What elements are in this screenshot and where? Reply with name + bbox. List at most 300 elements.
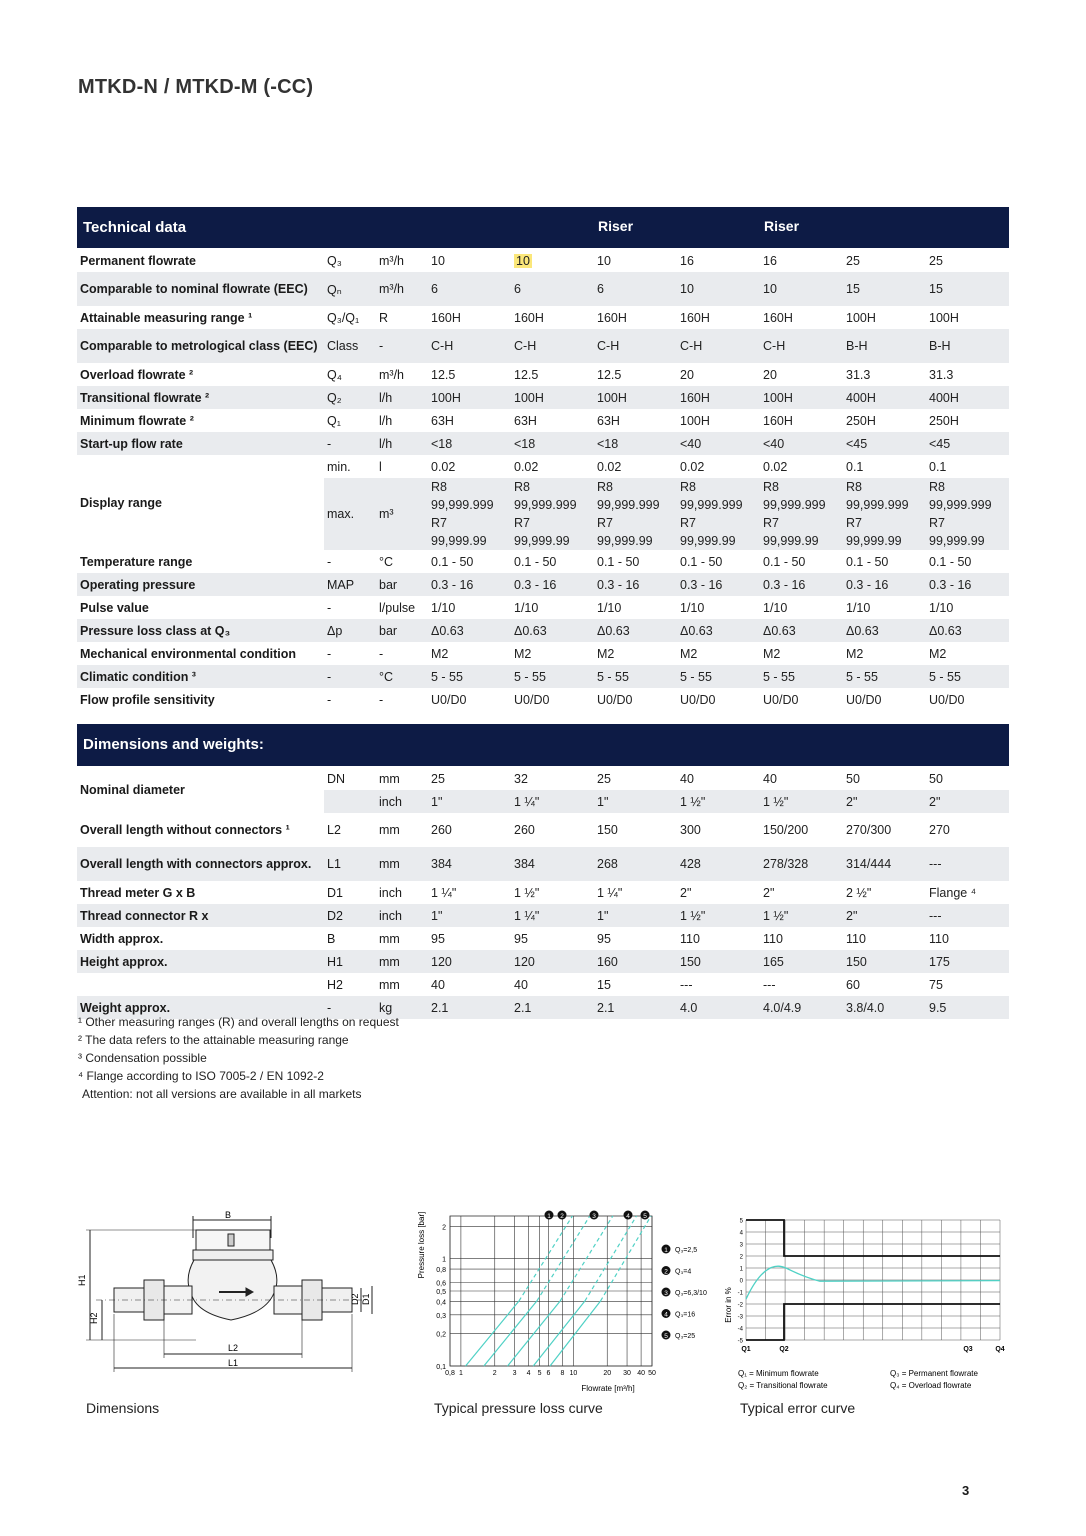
value-cell: 100H bbox=[929, 310, 959, 325]
technical-data-table bbox=[77, 249, 1009, 711]
value-cell: 2" bbox=[843, 790, 926, 813]
table-row bbox=[77, 881, 1009, 904]
row-unit: °C bbox=[379, 554, 394, 569]
display-range-line1: R8 bbox=[597, 480, 613, 494]
row-symbol: MAP bbox=[324, 573, 376, 596]
value-cell: 75 bbox=[929, 977, 943, 992]
dimensions-table bbox=[77, 767, 1009, 1019]
value-cell: 12.5 bbox=[431, 367, 456, 382]
row-unit: l bbox=[379, 459, 382, 474]
value-cell: 150/200 bbox=[763, 823, 809, 837]
display-range-line4: 99,999.99 bbox=[929, 534, 985, 548]
row-unit: R bbox=[379, 310, 389, 325]
value-cell: 1 ½" bbox=[677, 904, 760, 927]
row-label: Start-up flow rate bbox=[77, 432, 324, 455]
value-cell: Δ0.63 bbox=[926, 619, 1009, 642]
value-cell: 31.3 bbox=[929, 367, 954, 382]
row-symbol: D1 bbox=[327, 885, 343, 900]
x-tick-label: Q2 bbox=[779, 1346, 789, 1353]
value-cell: 384 bbox=[511, 847, 594, 881]
y-tick-label: 1 bbox=[442, 1256, 446, 1264]
value-cell: 63H bbox=[431, 413, 454, 428]
legend-entry: Q₃=4 bbox=[675, 1268, 692, 1276]
label-l1: L1 bbox=[227, 1358, 239, 1368]
table-row bbox=[77, 619, 1009, 642]
pressure-chart-ylabel: Pressure loss [bar] bbox=[417, 1211, 426, 1279]
x-tick-label: 6 bbox=[546, 1370, 551, 1377]
value-cell: 100H bbox=[428, 386, 511, 409]
value-cell: 10 bbox=[431, 253, 445, 268]
value-cell: 270 bbox=[929, 823, 950, 837]
curve-marker-number: 3 bbox=[592, 1213, 596, 1220]
y-tick-label: -1 bbox=[737, 1290, 743, 1297]
value-cell: 25 bbox=[597, 771, 611, 786]
row-unit: mm bbox=[379, 771, 400, 786]
value-cell: Δ0.63 bbox=[843, 619, 926, 642]
row-label: Overall length without connectors ¹ bbox=[80, 823, 290, 837]
value-cell: C-H bbox=[511, 329, 594, 363]
value-cell: 3.8/4.0 bbox=[843, 996, 926, 1019]
display-range-line1: R8 bbox=[514, 480, 530, 494]
value-cell: 0.3 - 16 bbox=[677, 573, 760, 596]
value-cell: 1/10 bbox=[431, 600, 456, 615]
row-symbol: - bbox=[324, 996, 376, 1019]
value-cell: B-H bbox=[843, 329, 926, 363]
row-label: Comparable to metrological class (EEC) bbox=[77, 329, 324, 363]
value-cell: --- bbox=[680, 977, 693, 992]
value-cell: C-H bbox=[428, 329, 511, 363]
value-cell: B-H bbox=[926, 329, 1009, 363]
row-unit: - bbox=[376, 329, 428, 363]
row-unit: l/h bbox=[379, 413, 393, 428]
legend-marker-number: 2 bbox=[664, 1268, 668, 1276]
value-cell: 160H bbox=[597, 310, 627, 325]
y-tick-label: 2 bbox=[442, 1224, 446, 1232]
row-symbol: L1 bbox=[324, 847, 376, 881]
row-unit: l/pulse bbox=[379, 600, 416, 615]
table-row bbox=[77, 596, 1009, 619]
value-cell: 25 bbox=[846, 253, 860, 268]
error-legend-q3: Q₃ = Permanent flowrate bbox=[890, 1369, 978, 1378]
display-range-line2: 99,999.999 bbox=[431, 498, 494, 512]
display-range-line3: R7 bbox=[846, 516, 862, 530]
table-row bbox=[77, 847, 1009, 881]
value-cell: M2 bbox=[846, 646, 864, 661]
y-tick-label: 4 bbox=[739, 1230, 743, 1237]
value-cell: --- bbox=[926, 847, 1009, 881]
y-tick-label: -3 bbox=[737, 1314, 743, 1321]
row-unit: mm bbox=[379, 977, 400, 992]
y-tick-label: 0,3 bbox=[436, 1312, 446, 1320]
value-cell: C-H bbox=[677, 329, 760, 363]
value-cell: 6 bbox=[428, 272, 511, 306]
row-symbol: max. bbox=[324, 478, 376, 550]
row-unit: mm bbox=[376, 950, 428, 973]
value-cell: 1" bbox=[428, 904, 511, 927]
pressure-loss-chart bbox=[412, 1200, 722, 1396]
footnotes bbox=[78, 1013, 399, 1103]
x-tick-label: 0,8 bbox=[445, 1370, 455, 1377]
value-cell: 100H bbox=[846, 310, 876, 325]
row-symbol: - bbox=[327, 600, 332, 615]
value-cell: 1 ¼" bbox=[597, 885, 623, 900]
label-h1: H1 bbox=[77, 1274, 87, 1286]
table-row bbox=[77, 927, 1009, 950]
display-range-line1: R8 bbox=[846, 480, 862, 494]
row-label: Transitional flowrate ² bbox=[77, 386, 324, 409]
value-cell: 1 ½" bbox=[677, 790, 760, 813]
row-label: Attainable measuring range ¹ bbox=[80, 310, 253, 325]
label-d2: D2 bbox=[350, 1293, 360, 1305]
row-symbol: D2 bbox=[324, 904, 376, 927]
display-range-min-row bbox=[77, 455, 1009, 478]
value-cell: 1 ½" bbox=[514, 885, 540, 900]
row-unit: °C bbox=[376, 665, 428, 688]
value-cell: 110 bbox=[763, 931, 783, 946]
x-tick-label: Q3 bbox=[963, 1346, 973, 1353]
y-tick-label: 0,6 bbox=[436, 1280, 446, 1288]
value-cell: 63H bbox=[597, 413, 620, 428]
y-tick-label: 2 bbox=[739, 1254, 743, 1261]
row-symbol: L2 bbox=[327, 823, 341, 837]
value-cell: 160 bbox=[594, 950, 677, 973]
row-unit: kg bbox=[376, 996, 428, 1019]
value-cell: Flange ⁴ bbox=[929, 885, 977, 900]
display-range-line4: 99,999.99 bbox=[431, 534, 487, 548]
row-symbol: Class bbox=[324, 329, 376, 363]
legend-marker-number: 1 bbox=[664, 1247, 668, 1254]
value-cell: 2.1 bbox=[594, 996, 677, 1019]
upper-error-limit bbox=[746, 1220, 1000, 1256]
value-cell: 0.02 bbox=[680, 459, 705, 474]
value-cell: 1 ¼" bbox=[431, 885, 457, 900]
label-d1: D1 bbox=[361, 1293, 371, 1305]
row-unit: mm bbox=[379, 931, 400, 946]
value-cell: <45 bbox=[843, 432, 926, 455]
legend-entry: Q₃=2,5 bbox=[675, 1247, 698, 1254]
value-cell: <40 bbox=[760, 432, 843, 455]
value-cell: 150 bbox=[843, 950, 926, 973]
legend-marker-number: 4 bbox=[664, 1311, 668, 1319]
value-cell: 20 bbox=[680, 367, 694, 382]
row-symbol: Q₃ bbox=[327, 253, 342, 268]
value-cell: 1 ½" bbox=[760, 904, 843, 927]
error-legend-q4: Q₄ = Overload flowrate bbox=[890, 1381, 972, 1390]
display-range-line3: R7 bbox=[680, 516, 696, 530]
value-cell: 0.3 - 16 bbox=[843, 573, 926, 596]
table-row bbox=[77, 329, 1009, 363]
value-cell: 0.3 - 16 bbox=[428, 573, 511, 596]
error-curve bbox=[746, 1266, 1000, 1299]
value-cell: 16 bbox=[680, 253, 694, 268]
value-cell: 2" bbox=[926, 790, 1009, 813]
value-cell: 95 bbox=[514, 931, 528, 946]
value-cell: <45 bbox=[926, 432, 1009, 455]
display-range-line4: 99,999.99 bbox=[846, 534, 902, 548]
row-unit: bar bbox=[376, 573, 428, 596]
row-label: Flow profile sensitivity bbox=[80, 692, 215, 707]
value-cell: U0/D0 bbox=[763, 692, 799, 707]
display-range-label: Display range bbox=[80, 495, 162, 510]
row-symbol: - bbox=[327, 692, 332, 707]
y-tick-label: -2 bbox=[737, 1302, 743, 1309]
value-cell: 40 bbox=[763, 771, 777, 786]
value-cell: 1/10 bbox=[597, 600, 622, 615]
value-cell: 4.0/4.9 bbox=[760, 996, 843, 1019]
value-cell: 0.1 - 50 bbox=[514, 554, 557, 569]
value-cell: 0.3 - 16 bbox=[926, 573, 1009, 596]
value-cell: 50 bbox=[846, 771, 860, 786]
row-label: Permanent flowrate bbox=[80, 253, 197, 268]
table-row bbox=[77, 272, 1009, 306]
value-cell: Δ0.63 bbox=[428, 619, 511, 642]
table-row bbox=[77, 665, 1009, 688]
legend-entry: Q₃=16 bbox=[675, 1311, 696, 1319]
value-cell: 50 bbox=[929, 771, 943, 786]
row-unit: l/h bbox=[376, 386, 428, 409]
value-cell: 0.1 - 50 bbox=[846, 554, 889, 569]
value-cell: 300 bbox=[680, 823, 701, 837]
value-cell: 1 ½" bbox=[760, 790, 843, 813]
value-cell: 250H bbox=[846, 413, 876, 428]
value-cell: 5 - 55 bbox=[843, 665, 926, 688]
error-chart-ylabel: Error in % bbox=[724, 1287, 733, 1323]
value-cell: 15 bbox=[926, 272, 1009, 306]
value-cell: 100H bbox=[511, 386, 594, 409]
row-unit: inch bbox=[376, 904, 428, 927]
value-cell: 5 - 55 bbox=[926, 665, 1009, 688]
value-cell: --- bbox=[926, 904, 1009, 927]
display-range-line2: 99,999.999 bbox=[597, 498, 660, 512]
value-cell: 2" bbox=[843, 904, 926, 927]
row-symbol bbox=[324, 790, 376, 813]
value-cell: 160H bbox=[763, 310, 793, 325]
value-cell: M2 bbox=[431, 646, 449, 661]
value-cell: 428 bbox=[677, 847, 760, 881]
value-cell: 260 bbox=[431, 823, 452, 837]
value-cell: 150 bbox=[597, 823, 618, 837]
value-cell: <40 bbox=[677, 432, 760, 455]
table-row bbox=[77, 432, 1009, 455]
value-cell: 110 bbox=[680, 931, 700, 946]
value-cell: 20 bbox=[763, 367, 777, 382]
footnote-1: ¹ Other measuring ranges (R) and overall lengths on request bbox=[78, 1015, 399, 1029]
row-unit: mm bbox=[379, 823, 400, 837]
display-range-line3: R7 bbox=[597, 516, 613, 530]
y-tick-label: 0 bbox=[739, 1278, 743, 1285]
row-label: Thread connector R x bbox=[77, 904, 324, 927]
footnote-2: ² The data refers to the attainable measuring range bbox=[78, 1033, 349, 1047]
value-cell: 100H bbox=[594, 386, 677, 409]
row-symbol: H2 bbox=[327, 977, 343, 992]
page-number: 3 bbox=[962, 1483, 970, 1498]
display-range-line3: R7 bbox=[431, 516, 447, 530]
y-tick-label: 3 bbox=[739, 1242, 743, 1249]
table-row bbox=[77, 973, 1009, 996]
legend-entry: Q₃=6,3/10 bbox=[675, 1290, 707, 1297]
value-cell: M2 bbox=[597, 646, 615, 661]
y-tick-label: 1 bbox=[739, 1266, 743, 1273]
display-range-line4: 99,999.99 bbox=[680, 534, 736, 548]
curve-marker-number: 2 bbox=[560, 1213, 564, 1220]
value-cell: Δ0.63 bbox=[677, 619, 760, 642]
value-cell: 95 bbox=[597, 931, 611, 946]
value-cell: 0.02 bbox=[597, 459, 622, 474]
value-cell: 120 bbox=[511, 950, 594, 973]
value-cell: 160H bbox=[431, 310, 461, 325]
curve-marker-number: 5 bbox=[643, 1213, 647, 1220]
legend-entry: Q₃=25 bbox=[675, 1333, 696, 1340]
technical-data-heading: Technical data bbox=[83, 219, 187, 236]
value-cell: 5 - 55 bbox=[677, 665, 760, 688]
row-unit: m³/h bbox=[376, 272, 428, 306]
value-cell: 2" bbox=[763, 885, 775, 900]
value-cell: C-H bbox=[594, 329, 677, 363]
row-label: Minimum flowrate ² bbox=[80, 413, 194, 428]
lower-error-limit bbox=[746, 1304, 1000, 1340]
row-unit: - bbox=[379, 692, 384, 707]
row-symbol: Q₂ bbox=[324, 386, 376, 409]
nominal-dn-row bbox=[77, 767, 1009, 790]
value-cell: 160H bbox=[680, 310, 710, 325]
value-cell: 5 - 55 bbox=[511, 665, 594, 688]
row-label: Operating pressure bbox=[77, 573, 324, 596]
display-range-line2: 99,999.999 bbox=[763, 498, 826, 512]
table-row bbox=[77, 813, 1009, 847]
y-tick-label: 0,8 bbox=[436, 1267, 446, 1275]
value-cell: 1/10 bbox=[514, 600, 539, 615]
x-tick-label: 10 bbox=[569, 1370, 578, 1377]
riser-label-1: Riser bbox=[598, 218, 634, 234]
value-cell: 6 bbox=[511, 272, 594, 306]
display-range-line1: R8 bbox=[763, 480, 779, 494]
value-cell: 1" bbox=[594, 790, 677, 813]
x-tick-label: 50 bbox=[648, 1370, 656, 1377]
value-cell: 150 bbox=[677, 950, 760, 973]
value-cell: 12.5 bbox=[514, 367, 539, 382]
row-label: Pulse value bbox=[80, 600, 149, 615]
value-cell: 6 bbox=[594, 272, 677, 306]
row-symbol: min. bbox=[327, 459, 351, 474]
value-cell: 0.3 - 16 bbox=[760, 573, 843, 596]
value-cell: 268 bbox=[594, 847, 677, 881]
value-cell bbox=[760, 478, 843, 550]
value-cell: 63H bbox=[514, 413, 537, 428]
value-cell: <18 bbox=[511, 432, 594, 455]
value-cell: 5 - 55 bbox=[760, 665, 843, 688]
value-cell: 10 bbox=[597, 253, 611, 268]
error-legend-q2: Q₂ = Transitional flowrate bbox=[738, 1381, 828, 1390]
value-cell: 12.5 bbox=[597, 367, 622, 382]
value-cell: 160H bbox=[677, 386, 760, 409]
table-row bbox=[77, 363, 1009, 386]
y-tick-label: 0,2 bbox=[436, 1331, 446, 1339]
value-cell: 175 bbox=[926, 950, 1009, 973]
x-tick-label: 2 bbox=[492, 1370, 497, 1377]
value-cell: --- bbox=[763, 977, 776, 992]
pressure-chart-xlabel: Flowrate [m³/h] bbox=[581, 1384, 635, 1393]
highlighted-value: 10 bbox=[516, 253, 530, 268]
value-cell: U0/D0 bbox=[929, 692, 965, 707]
value-cell: 110 bbox=[929, 931, 949, 946]
display-range-line1: R8 bbox=[929, 480, 945, 494]
value-cell: 165 bbox=[760, 950, 843, 973]
display-range-line1: R8 bbox=[680, 480, 696, 494]
value-cell: 260 bbox=[514, 823, 535, 837]
value-cell: U0/D0 bbox=[597, 692, 633, 707]
value-cell: 1 ¼" bbox=[511, 790, 594, 813]
dimensions-heading: Dimensions and weights: bbox=[83, 736, 264, 753]
y-tick-label: 0,4 bbox=[436, 1299, 446, 1307]
row-label: Climatic condition ³ bbox=[77, 665, 324, 688]
row-label: Comparable to nominal flowrate (EEC) bbox=[77, 272, 324, 306]
display-range-line1: R8 bbox=[431, 480, 447, 494]
value-cell: 0.1 - 50 bbox=[680, 554, 723, 569]
row-unit: bar bbox=[376, 619, 428, 642]
value-cell: 400H bbox=[926, 386, 1009, 409]
value-cell: 100H bbox=[680, 413, 710, 428]
value-cell: 32 bbox=[514, 771, 528, 786]
page-title: MTKD-N / MTKD-M (-CC) bbox=[78, 76, 314, 98]
value-cell: 60 bbox=[846, 977, 860, 992]
value-cell: 0.1 - 50 bbox=[431, 554, 474, 569]
row-unit: m³/h bbox=[379, 367, 404, 382]
value-cell: 25 bbox=[431, 771, 445, 786]
riser-label-2: Riser bbox=[764, 218, 800, 234]
x-tick-label: 3 bbox=[512, 1370, 517, 1377]
value-cell: 10 bbox=[677, 272, 760, 306]
x-tick-label: 4 bbox=[526, 1370, 531, 1377]
row-label: Mechanical environmental condition bbox=[80, 646, 297, 661]
value-cell: 0.02 bbox=[514, 459, 539, 474]
row-label: Overload flowrate ² bbox=[80, 367, 194, 382]
row-unit: inch bbox=[376, 790, 428, 813]
value-cell: 100H bbox=[760, 386, 843, 409]
technical-data-header bbox=[77, 207, 1009, 248]
x-tick-label: 5 bbox=[537, 1370, 542, 1377]
row-symbol: - bbox=[324, 665, 376, 688]
curve-marker-number: 4 bbox=[626, 1213, 630, 1220]
y-tick-label: 5 bbox=[739, 1218, 743, 1225]
value-cell: 270/300 bbox=[846, 823, 892, 837]
value-cell: 40 bbox=[431, 977, 445, 992]
display-range-line2: 99,999.999 bbox=[680, 498, 743, 512]
value-cell: 110 bbox=[846, 931, 866, 946]
x-tick-label: 1 bbox=[458, 1370, 463, 1377]
value-cell: 1" bbox=[428, 790, 511, 813]
display-range-line3: R7 bbox=[763, 516, 779, 530]
value-cell: 2" bbox=[680, 885, 692, 900]
label-h2: H2 bbox=[89, 1312, 99, 1324]
footnote-3: ³ Condensation possible bbox=[78, 1051, 207, 1065]
value-cell: 1/10 bbox=[846, 600, 871, 615]
row-unit: l/h bbox=[376, 432, 428, 455]
table-row bbox=[77, 409, 1009, 432]
table-row bbox=[77, 386, 1009, 409]
value-cell: 1 ¼" bbox=[511, 904, 594, 927]
row-symbol: - bbox=[324, 432, 376, 455]
value-cell: 400H bbox=[843, 386, 926, 409]
value-cell: U0/D0 bbox=[514, 692, 550, 707]
row-label: Temperature range bbox=[80, 554, 193, 569]
value-cell: 0.3 - 16 bbox=[511, 573, 594, 596]
value-cell: 0.1 bbox=[846, 459, 864, 474]
value-cell: 0.1 - 50 bbox=[597, 554, 640, 569]
value-cell: 0.02 bbox=[431, 459, 456, 474]
label-b: B bbox=[224, 1210, 232, 1220]
value-cell: U0/D0 bbox=[680, 692, 716, 707]
value-cell: U0/D0 bbox=[846, 692, 882, 707]
